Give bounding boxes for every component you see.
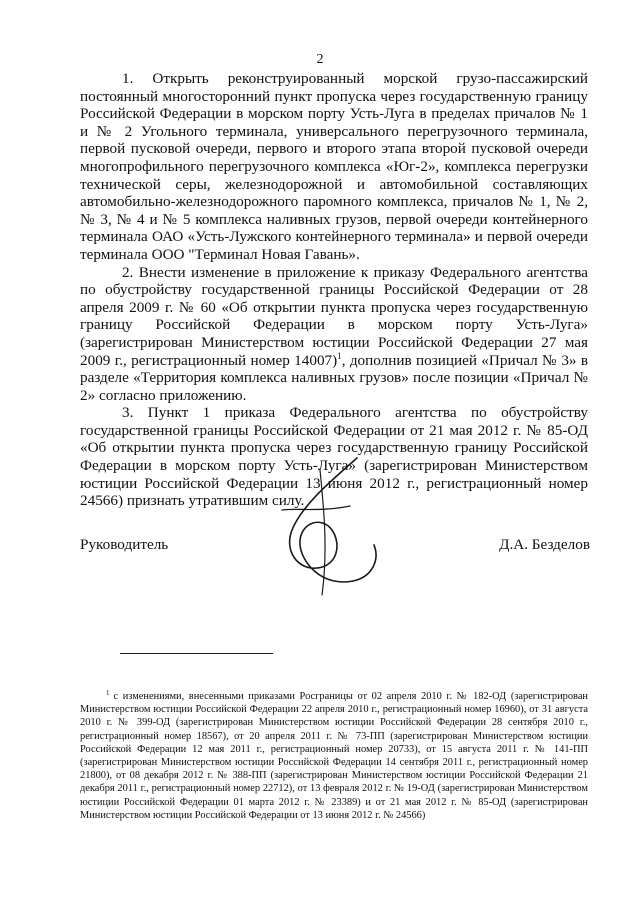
paragraph-3: 3. Пункт 1 приказа Федерального агентства по обустройству государственной границы Российской Федерации от 21 мая 2012 г. № 85-ОД «Об открытии пункта пропуска через государственную границу Российской Федерации в морском порту Усть-Луга» (зарегистрирован Министерством юстиции Российской Федерации 13 июня 2012 г., регистрационный номер 24566) признать утратившим силу.: [80, 404, 588, 510]
paragraph-2-tail: , дополнив позицией «Причал № 3» в разделе «Территория комплекса наливных грузов» после позиции «Причал № 2» согласно приложению.: [80, 351, 588, 404]
paragraph-1: 1. Открыть реконструированный морской грузо-пассажирский постоянный многосторонний пункт пропуска через государственную границу Российской Федерации в морском порту Усть-Луга в пределах причалов № 1 и № 2 Угольного терминала, универсального перегрузочного терминала, первой пусковой очереди, первого и второго этапа второй пусковой очереди многопрофильного перегрузочного комплекса «Юг-2», комплекса перегрузки технической серы, железнодорожной и автомобильной составляющих автомобильно-железнодорожного паромного комплекса, причалов № 1, № 2, № 3, № 4 и № 5 комплекса наливных грузов, первой очереди контейнерного терминала ОАО «Усть-Лужского контейнерного терминала» и первой очереди терминала ООО "Терминал Новая Гавань».: [80, 70, 588, 263]
document-body: [80, 70, 588, 510]
page-number: 2: [316, 52, 324, 67]
handwritten-signature: [262, 450, 392, 600]
signatory-name: Д.А. Безделов: [499, 536, 590, 553]
paragraph-2: [80, 264, 588, 405]
footnote-separator: [120, 653, 273, 654]
footnote-mark: 1: [106, 688, 110, 697]
footnote-text: с изменениями, внесенными приказами Росграницы от 02 апреля 2010 г. № 182-ОД (зарегистрирован Министерством юстиции Российской Федерации 22 апреля 2010 г., регистрационный номер 16960), от 31 августа 2010 г. № 399-ОД (зарегистрирован Министерством юстиции Российской Федерации 28 сентября 2010 г., регистрационный номер 18567), от 20 апреля 2011 г. № 73-ПП (зарегистрирован Министерством юстиции Российской Федерации 12 мая 2011 г., регистрационный номер 20733), от 15 августа 2011 г. № 141-ПП (зарегистрирован Министерством юстиции Российской Федерации 14 сентября 2011 г., регистрационный номер 21800), от 08 декабря 2012 г. № 388-ПП (зарегистрирован Министерством юстиции Российской Федерации 21 декабря 2011 г., регистрационный номер 22712), от 13 февраля 2012 г. № 19-ОД (зарегистрирован Министерством юстиции Российской Федерации 01 марта 2012 г. № 23389) и от 21 мая 2012 г. № 85-ОД (зарегистрирован Министерством юстиции Российской Федерации от 13 июня 2012 г. № 24566): [80, 691, 588, 821]
footnote-reference: 1: [337, 350, 342, 361]
signatory-title: Руководитель: [80, 536, 169, 553]
footnote: [80, 690, 588, 822]
paragraph-2-text: 2. Внести изменение в приложение к приказу Федерального агентства по обустройству государственной границы Российской Федерации от 28 апреля 2009 г. № 60 «Об открытии пункта пропуска через государственную границу Российской Федерации в морском порту Усть-Луга» (зарегистрирован Министерством юстиции Российской Федерации 27 мая 2009 г., регистрационный номер 14007): [80, 263, 588, 369]
